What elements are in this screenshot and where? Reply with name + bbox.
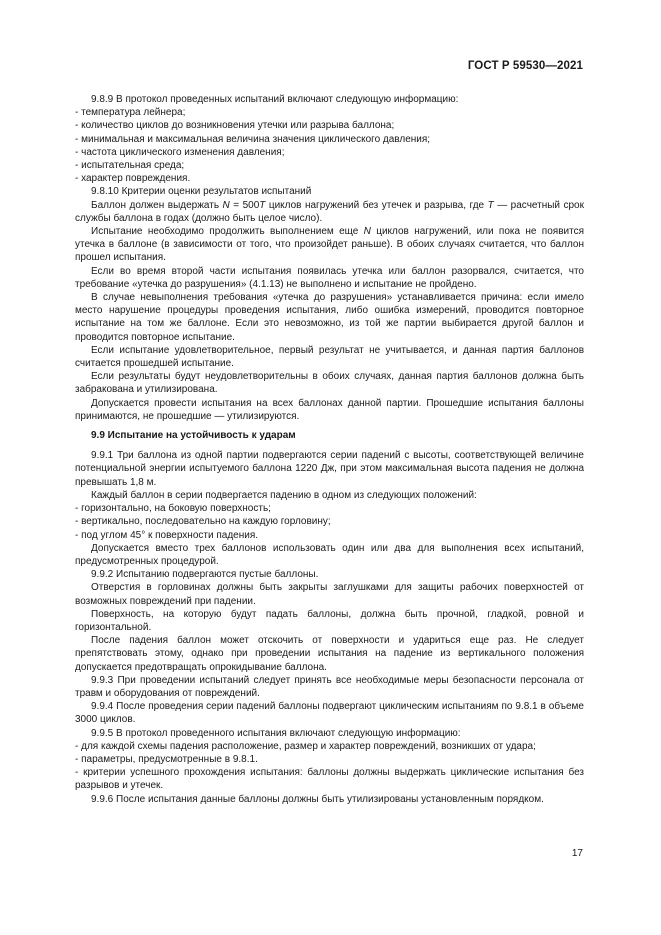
section-9-9-list-item: - параметры, предусмотренные в 9.8.1.	[75, 753, 258, 765]
section-9-9-list-item: - под углом 45° к поверхности падения.	[75, 529, 259, 541]
section-9-8-9	[75, 93, 584, 185]
section-9-8-9-paragraph: 9.8.9 В протокол проведенных испытаний включают следующую информацию:	[91, 94, 459, 105]
standard-header: ГОСТ Р 59530—2021	[467, 60, 583, 72]
section-9-9-paragraph: 9.9.5 В протокол проведенного испытания включают следующую информацию:	[91, 727, 461, 739]
section-9-8-9-list-item: - испытательная среда;	[75, 160, 185, 172]
section-9-9-list-item: - вертикально, последовательно на каждую горловину;	[75, 516, 331, 528]
section-9-8-9-list-item: - минимальная и максимальная величина значения циклического давления;	[75, 133, 431, 145]
section-9-8-10-paragraph: Испытание необходимо продолжить выполнением еще N циклов нагружений, или пока не появится утечка в баллоне (в зависимости от того, что произойдет раньше). В обоих случаях считается, что баллон прошел испытания.	[75, 226, 584, 264]
section-9-8-9-list-item: - характер повреждения.	[75, 173, 191, 185]
section-9-9-paragraph: 9.9.2 Испытанию подвергаются пустые баллоны.	[91, 569, 319, 581]
section-9-8-9-list-item: - температура лейнера;	[75, 107, 186, 119]
section-9-9-list-item: - горизонтально, на боковую поверхность;	[75, 503, 271, 515]
section-9-9-title: 9.9 Испытание на устойчивость к ударам	[91, 430, 296, 442]
section-9-9-paragraph: Поверхность, на которую будут падать баллоны, должна быть прочной, гладкой, ровной и горизонтальной.	[75, 608, 584, 633]
section-9-8-10-paragraph: Допускается провести испытания на всех баллонах данной партии. Прошедшие испытания баллоны принимаются, не прошедшие — утилизируются.	[75, 397, 584, 422]
section-9-8-10-paragraph: Если испытание удовлетворительное, первый результат не учитывается, и данная партия баллонов считается прошедшей испытание.	[75, 344, 584, 370]
section-9-9	[75, 449, 584, 805]
section-9-8-10-paragraph: В случае невыполнения требования «утечка до разрушения» устанавливается причина: если имело место нарушение процедуры проведения испытания, либо ошибка измерений, проводится повторное испытание на том же баллоне. Если это невозможно, из той же партии выбирается другой баллон и проводится повторное испытание.	[75, 292, 584, 343]
section-9-9-paragraph: 9.9.1 Три баллона из одной партии подвергаются серии падений с высоты, соответствующей величине потенциальной энергии испытуемого баллона 1220 Дж, при этом максимальная высота падения не должна превышать 1,8 м.	[75, 450, 584, 488]
section-9-9-paragraph: После падения баллон может отскочить от поверхности и удариться еще раз. Не следует препятствовать этому, однако при проведении испытания на падение из вертикального положения допускается предотвращать опрокидывание баллона.	[75, 635, 584, 673]
section-9-9-paragraph: 9.9.6 После испытания данные баллоны должны быть утилизированы установленным порядком.	[91, 793, 544, 805]
section-9-8-10-paragraph: 9.8.10 Критерии оценки результатов испытаний	[91, 186, 312, 198]
section-9-8-10-paragraph: Баллон должен выдержать N = 500T циклов нагружений без утечек и разрыва, где T — расчетный срок службы баллона в годах (должно быть целое число).	[75, 199, 584, 224]
section-9-9-paragraph: Допускается вместо трех баллонов использовать один или два для выполнения всех испытаний, предусмотренных процедурой.	[75, 542, 584, 567]
section-9-9-list-item: - для каждой схемы падения расположение, размер и характер повреждений, возникших от удара;	[75, 740, 536, 752]
section-9-8-9-list-item: - количество циклов до возникновения утечки или разрыва баллона;	[75, 120, 395, 132]
section-9-8-9-list-item: - частота циклического изменения давления;	[75, 146, 285, 158]
section-9-9-paragraph: 9.9.4 После проведения серии падений баллоны подвергают циклическим испытаниям по 9.8.1 в объеме 3000 циклов.	[75, 701, 584, 726]
section-9-9-paragraph: Отверстия в горловинах должны быть закрыты заглушками для защиты рабочих поверхностей от возможных повреждений при падении.	[75, 582, 584, 607]
section-9-9-paragraph: Каждый баллон в серии подвергается падению в одном из следующих положений:	[91, 489, 477, 501]
section-9-9-paragraph: 9.9.3 При проведении испытаний следует принять все необходимые меры безопасности персонала от травм и оборудования от повреждений.	[75, 674, 584, 699]
document-body	[75, 93, 584, 806]
section-9-8-10	[75, 185, 584, 423]
section-9-9-list-item: - критерии успешного прохождения испытания: баллоны должны выдержать циклические испытания без разрывов и утечек.	[75, 767, 584, 792]
section-9-8-10-paragraph: Если во время второй части испытания появилась утечка или баллон разорвался, считается, что требование «утечка до разрушения» (4.1.13) не выполнено и испытание не пройдено.	[75, 265, 584, 290]
section-9-8-10-paragraph: Если результаты будут неудовлетворительны в обоих случаях, данная партия баллонов должна быть забракована и утилизирована.	[75, 371, 584, 396]
page-number: 17	[571, 848, 583, 859]
